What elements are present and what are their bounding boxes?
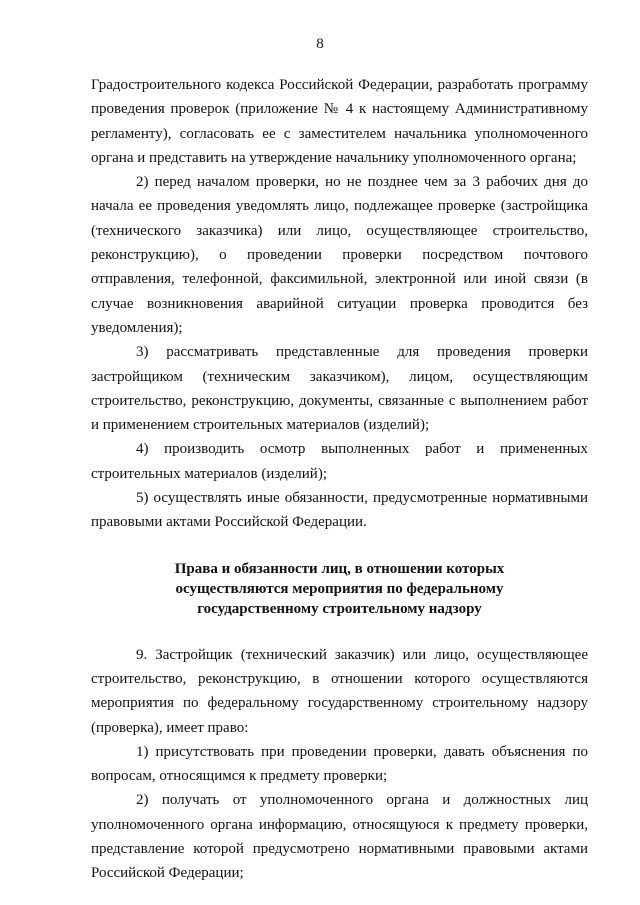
paragraph-item-5: 5) осуществлять иные обязанности, предусмотренные нормативными правовыми актами Российской Федерации. <box>91 490 588 531</box>
section-heading-line-1: Права и обязанности лиц, в отношении которых <box>174 560 505 577</box>
paragraph-right-2: 2) получать от уполномоченного органа и должностных лиц уполномоченного органа информацию, относящуюся к предмету проверки, представление которой предусмотрено нормативными правовыми актами Российской Федерации; <box>91 792 588 882</box>
paragraph-right-1: 1) присутствовать при проведении проверки, давать объяснения по вопросам, относящимся к предмету проверки; <box>91 743 588 785</box>
paragraph-item-4: 4) производить осмотр выполненных работ и примененных строительных материалов (изделий); <box>91 441 588 482</box>
paragraph-item-2: 2) перед началом проверки, но не позднее чем за 3 рабочих дня до начала ее проведения уведомлять лицо, подлежащее проверке (застройщика (технического заказчика) или лицо, осуществляющее строительство, реконструкцию), о проведении проверки посредством почтового отправления, телефонной, факсимильной, электронной или иной связи (в случае возникновения аварийной ситуации проверка проводится без уведомления); <box>91 174 588 336</box>
section-heading <box>91 559 588 619</box>
section-heading-line-2: осуществляются мероприятия по федеральному <box>175 580 504 597</box>
paragraph-continuation: Градостроительного кодекса Российской Федерации, разработать программу проведения проверок (приложение № 4 к настоящему Административному регламенту), согласовать ее с заместителем начальника уполномоченного органа и представить на утверждение начальнику уполномоченного органа; <box>91 77 588 166</box>
document-body <box>91 73 588 886</box>
paragraph-clause-9: 9. Застройщик (технический заказчик) или лицо, осуществляющее строительство, реконструкцию, в отношении которого осуществляются мероприятия по федеральному государственному строительному надзору (проверка), имеет право: <box>91 646 588 736</box>
section-heading-line-3: государственному строительному надзору <box>197 600 482 617</box>
paragraph-item-3: 3) рассматривать представленные для проведения проверки застройщиком (техническим заказчиком), лицом, осуществляющим строительство, реконструкцию, документы, связанные с выполнением работ и применением строительных материалов (изделий); <box>91 344 588 434</box>
page-number: 8 <box>316 36 324 52</box>
